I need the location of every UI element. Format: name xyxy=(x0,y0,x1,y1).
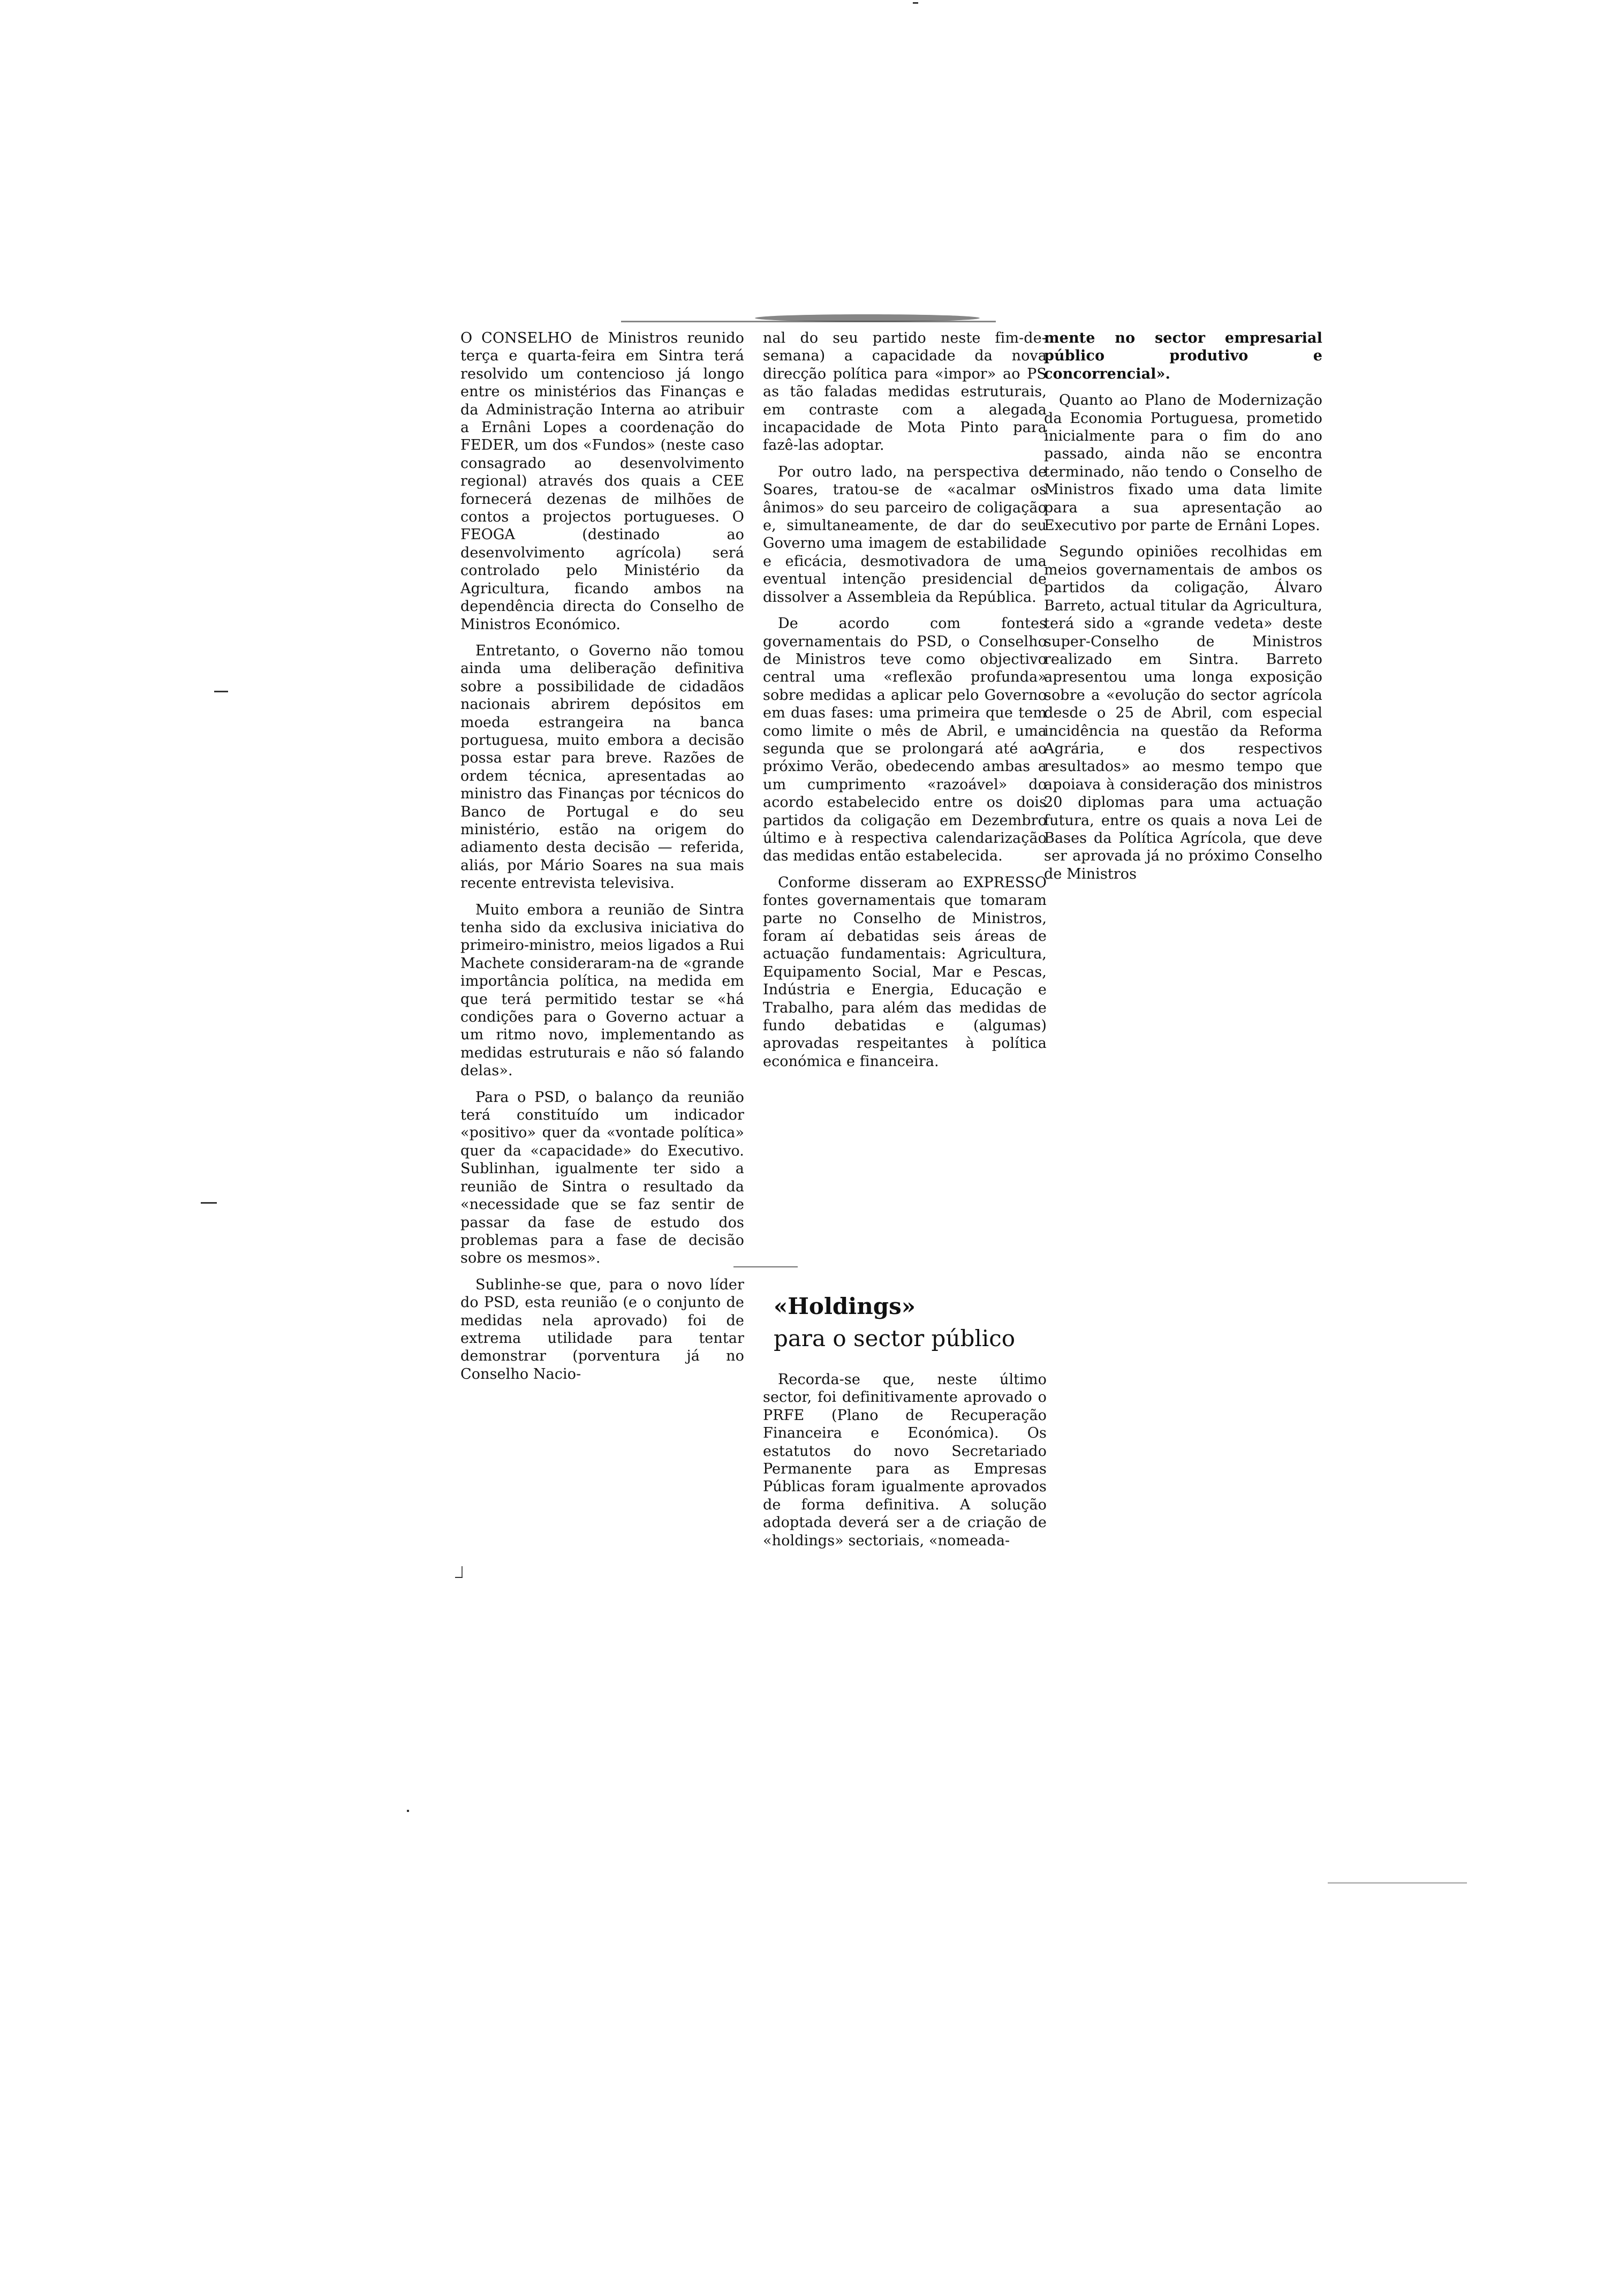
scan-mark-right xyxy=(1328,1882,1467,1884)
scan-mark-top xyxy=(913,2,918,4)
article-column-3 xyxy=(1044,329,1322,892)
col1-paragraph-4: Para o PSD, o balanço da reunião terá constituído um indicador «positivo» quer da «vontade política» quer da «capacidade» do Executivo. Sublinhan, igualmente ter sido a reunião de Sintra o resultado da «necessidade que se faz sentir de passar da fase de estudo dos problemas para a fase de decisão sobre os mesmos». xyxy=(460,1089,744,1267)
col3-paragraph-1: mente no sector empresarial público produtivo e concorrencial». xyxy=(1044,330,1322,382)
top-tear-line xyxy=(621,321,996,322)
col1-paragraph-3: Muito embora a reunião de Sintra tenha sido da exclusiva iniciativa do primeiro-ministro, meios ligados a Rui Machete consideraram-na de «grande importância política, na medida em que terá permitido testar se «há condições para o Governo actuar a um ritmo novo, implementando as medidas estruturais e não só falando delas». xyxy=(460,901,744,1079)
col3-paragraph-3: Segundo opiniões recolhidas em meios governamentais de ambos os partidos da coligação, Álvaro Barreto, actual titular da Agricultura, terá sido a «grande vedeta» deste super-Conselho de Ministros realizado em Sintra. Barreto apresentou uma longa exposição sobre a «evolução do sector agrícola desde o 25 de Abril, com especial incidência na questão da Reforma Agrária, e dos respectivos resultados» ao mesmo tempo que apoiava à consideração dos ministros 20 diplomas para uma actuação futura, entre os quais a nova Lei de Bases da Política Agrícola, que deve ser aprovada já no próximo Conselho de Ministros xyxy=(1044,543,1322,882)
col1-paragraph-1 xyxy=(460,329,744,633)
col2-paragraph-3: De acordo com fontes governamentais do PSD, o Conselho de Ministros teve como objectivo central uma «reflexão profunda» sobre medidas a aplicar pelo Governo em duas fases: uma primeira que tem como limite o mês de Abril, e uma segunda que se prolongará até ao próximo Verão, obedecendo ambas a um cumprimento «razoável» do acordo estabelecido entre os dois partidos da coligação em Dezembro último e à respectiva calendarização das medidas então estabelecida. xyxy=(763,615,1047,865)
col1-lead: O CONSELHO xyxy=(460,330,572,346)
newspaper-clipping xyxy=(455,308,1333,1614)
corner-mark-vertical xyxy=(462,1566,463,1578)
subheading-line-2: para o sector público xyxy=(774,1325,1016,1351)
article-column-1 xyxy=(460,329,744,1392)
corner-mark-horizontal xyxy=(455,1577,463,1578)
subheading xyxy=(774,1290,1041,1355)
col2-paragraph-2: Por outro lado, na perspectiva de Soares, tratou-se de «acalmar os ânimos» do seu parceiro de coligação e, simultaneamente, de dar do seu Governo uma imagem de estabilidade e eficácia, desmotivadora de uma eventual intenção presidencial de dissolver a Assembleia da República. xyxy=(763,463,1047,606)
scan-mark-left-1 xyxy=(214,691,228,692)
scan-dot xyxy=(407,1810,409,1812)
column-cut-line xyxy=(733,1266,798,1267)
scan-mark-left-2 xyxy=(201,1202,217,1204)
subheading-line-1: «Holdings» xyxy=(774,1293,916,1319)
col2-paragraph-1: nal do seu partido neste fim-de-semana) a capacidade da nova direcção política para «impor» ao PS as tão faladas medidas estruturais, em contraste com a alegada incapacidade de Mota Pinto para fazê-las adoptar. xyxy=(763,330,1047,454)
col2-paragraph-4: Conforme disseram ao EXPRESSO fontes governamentais que tomaram parte no Conselho de Ministros, foram aí debatidas seis áreas de actuação fundamentais: Agricultura, Equipamento Social, Mar e Pescas, Indústria e Energia, Educação e Trabalho, para além das medidas de fundo debatidas e (algumas) aprovadas respeitantes à política económica e financeira. xyxy=(763,874,1047,1070)
col1-paragraph-2: Entretanto, o Governo não tomou ainda uma deliberação definitiva sobre a possibilidade de cidadãos nacionais abrirem depósitos em moeda estrangeira na banca portuguesa, muito embora a decisão possa estar para breve. Razões de ordem técnica, apresentadas ao ministro das Finanças por técnicos do Banco de Portugal e do seu ministério, estão na origem do adiamento desta decisão — referida, aliás, por Mário Soares na sua mais recente entrevista televisiva. xyxy=(460,642,744,892)
col2b-paragraph-1: Recorda-se que, neste último sector, foi definitivamente aprovado o PRFE (Plano de Recuperação Financeira e Económica). Os estatutos do novo Secretariado Permanente para as Empresas Públicas foram igualmente aprovados de forma definitiva. A solução adoptada deverá ser a de criação de «holdings» sectoriais, «nomeada- xyxy=(763,1371,1047,1549)
article-column-2-continued xyxy=(763,1371,1047,1558)
col1-paragraph-1-text: de Ministros reunido terça e quarta-feira em Sintra terá resolvido um contencioso já longo entre os ministérios das Finanças e da Administração Interna ao atribuir a Ernâni Lopes a coordenação do FEDER, um dos «Fundos» (neste caso consagrado ao desenvolvimento regional) através dos quais a CEE fornecerá dezenas de milhões de contos a projectos portugueses. O FEOGA (destinado ao desenvolvimento agrícola) será controlado pelo Ministério da Agricultura, ficando ambos na dependência directa do Conselho de Ministros Económico. xyxy=(460,330,744,633)
col3-paragraph-2: Quanto ao Plano de Modernização da Economia Portuguesa, prometido inicialmente para o fim do ano passado, ainda não se encontra terminado, não tendo o Conselho de Ministros fixado uma data limite para a sua apresentação ao Executivo por parte de Ernâni Lopes. xyxy=(1044,392,1322,534)
col1-paragraph-5: Sublinhe-se que, para o novo líder do PSD, esta reunião (e o conjunto de medidas nela aprovado) foi de extrema utilidade para tentar demonstrar (porventura já no Conselho Nacio- xyxy=(460,1276,744,1383)
article-column-2 xyxy=(763,329,1047,1079)
